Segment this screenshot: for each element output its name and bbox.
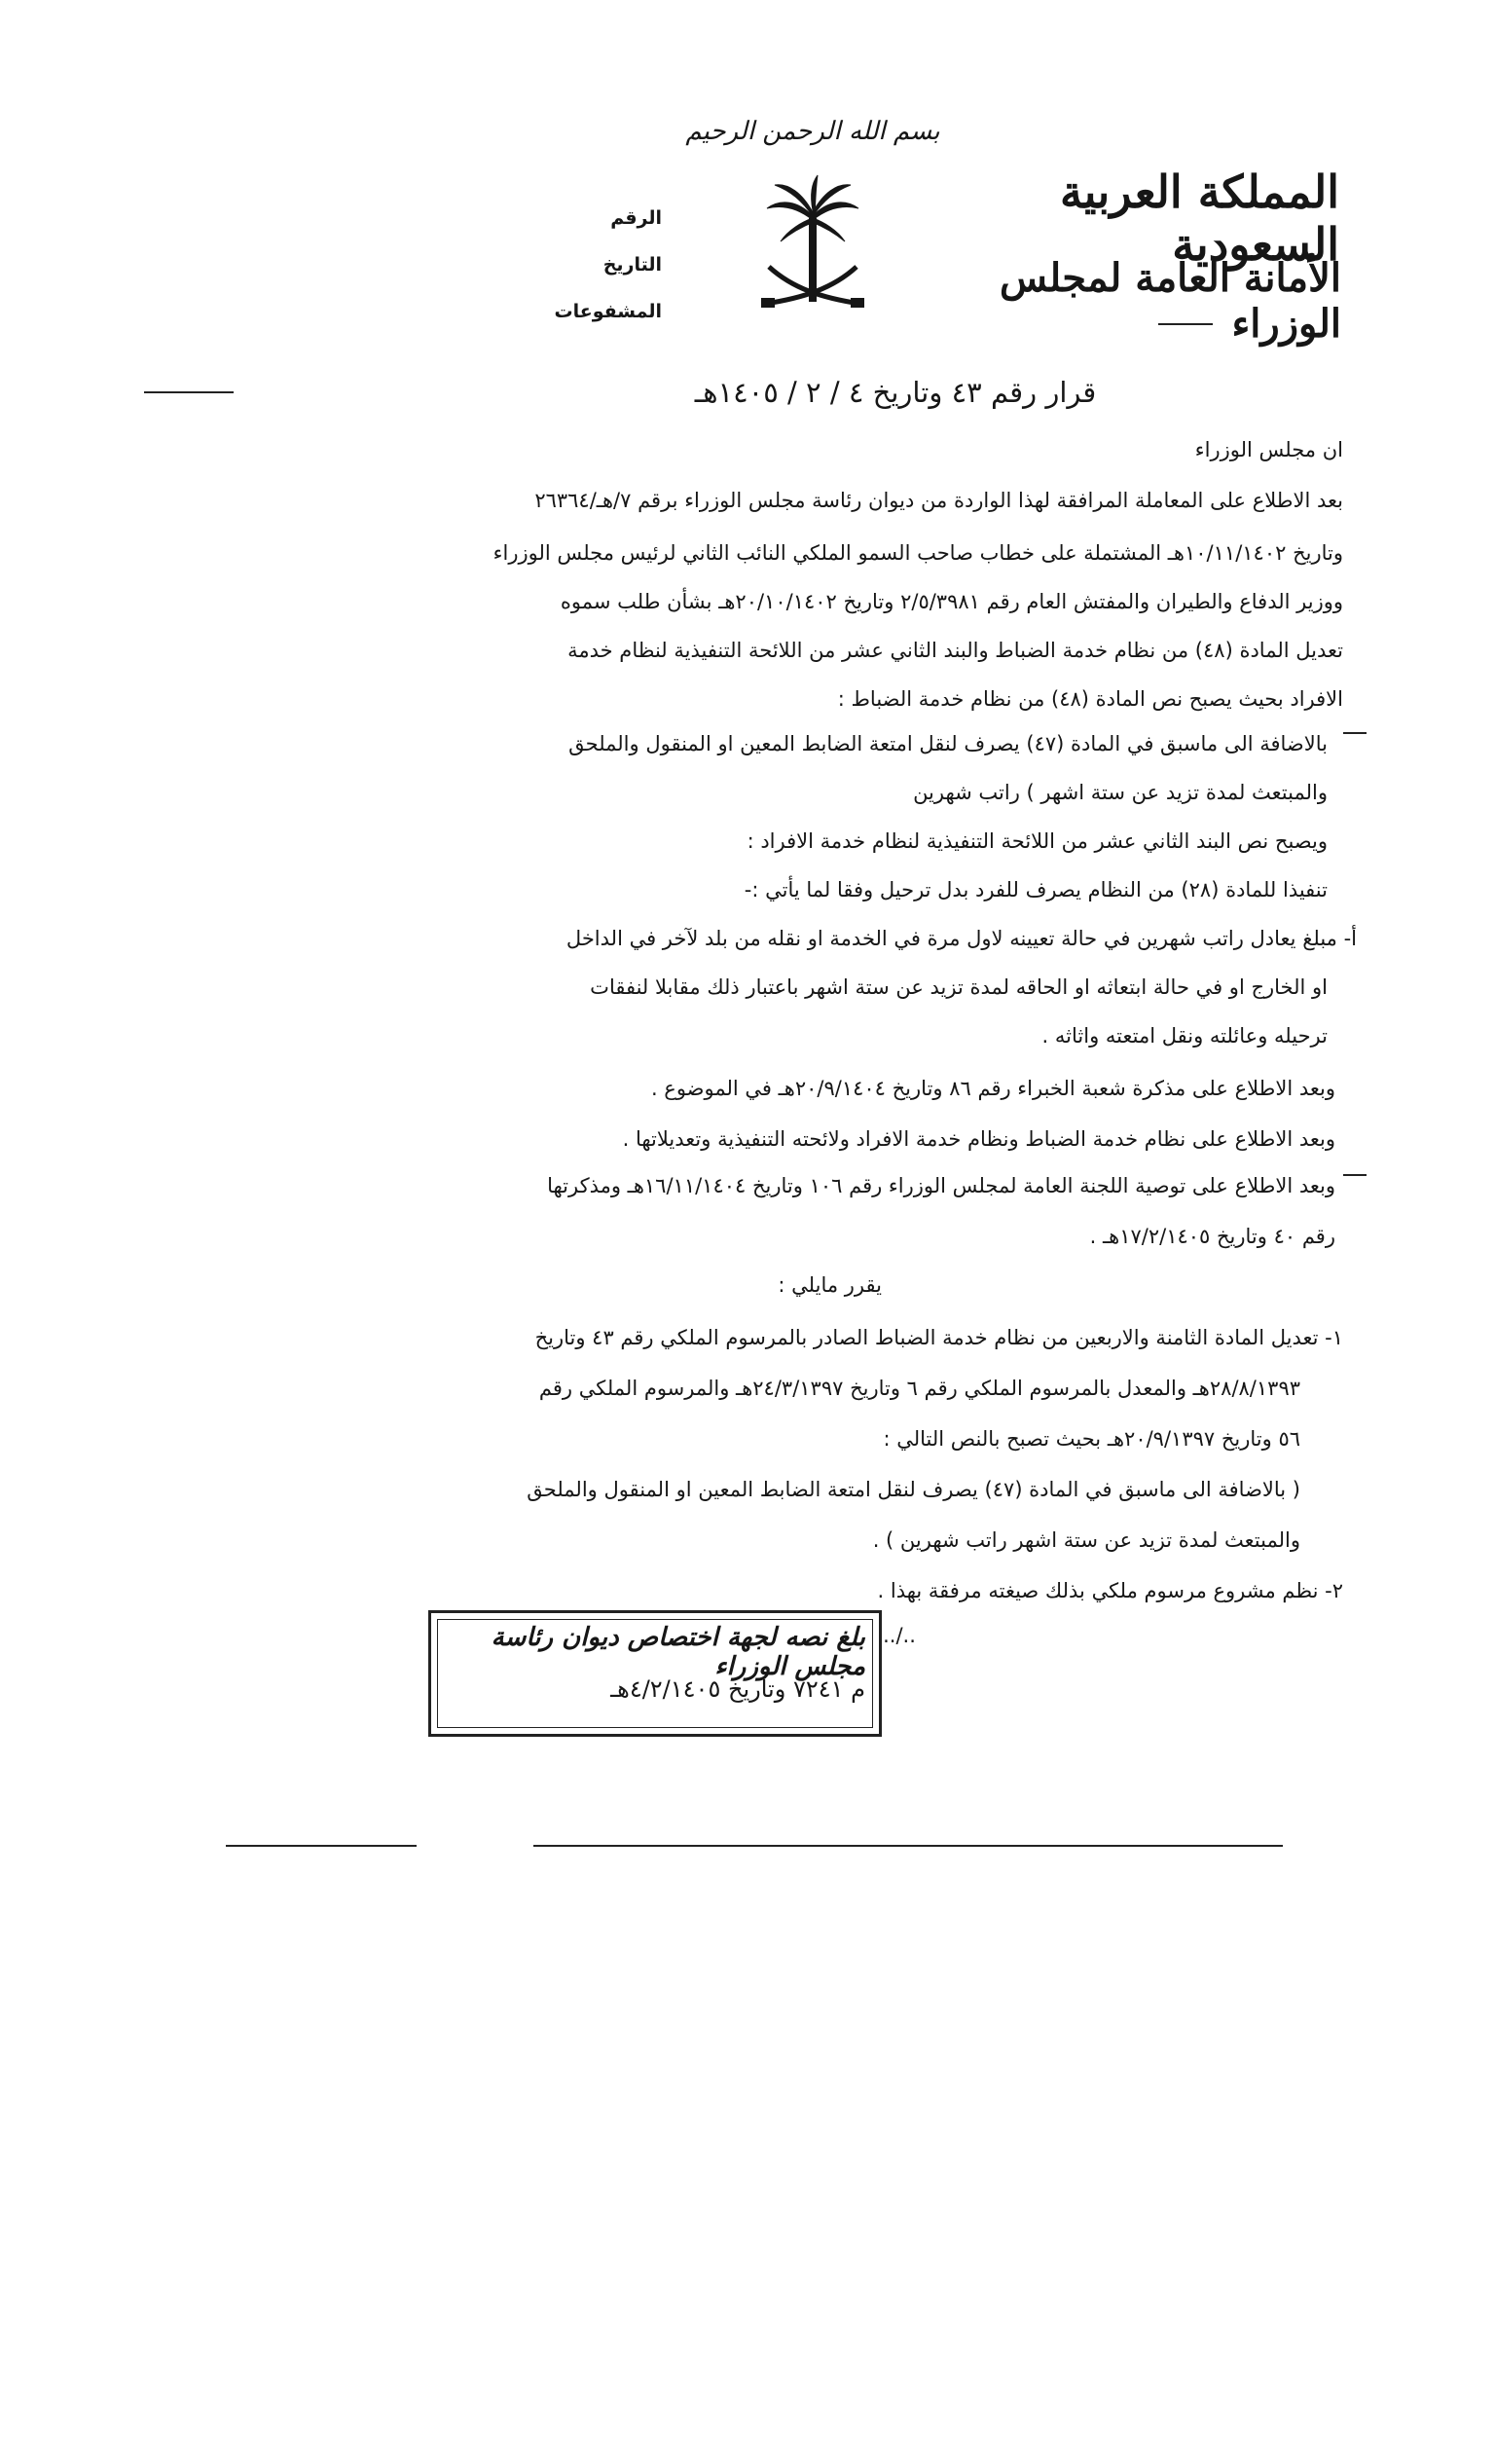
reference-date-label: التاريخ: [602, 254, 662, 276]
body-line: ٢- نظم مشروع مرسوم ملكي بذلك صيغته مرفقة بهذا .: [877, 1579, 1343, 1602]
body-line: بالاضافة الى ماسبق في المادة (٤٧) يصرف لنقل امتعة الضابط المعين او المنقول والملحق: [568, 732, 1328, 755]
body-line: والمبتعث لمدة تزيد عن ستة اشهر راتب شهرين ) .: [872, 1528, 1300, 1552]
body-line: الافراد بحيث يصبح نص المادة (٤٨) من نظام خدمة الضباط :: [837, 687, 1343, 711]
saudi-palm-swords-emblem-icon: [759, 173, 866, 319]
body-line: والمبتعث لمدة تزيد عن ستة اشهر ) راتب شهرين: [913, 781, 1328, 804]
body-line: وبعد الاطلاع على نظام خدمة الضباط ونظام خدمة الافراد ولائحته التنفيذية وتعديلاتها .: [622, 1127, 1335, 1151]
body-line: ان مجلس الوزراء: [1194, 438, 1343, 461]
resolution-heading: يقرر مايلي :: [778, 1273, 882, 1297]
stamp-text: بلغ نصه لجهة اختصاص ديوان رئاسة مجلس الوزراء: [491, 1623, 865, 1681]
decision-heading: قرار رقم ٤٣ وتاريخ ٤ / ٢ / ١٤٠٥هـ: [694, 376, 1097, 409]
header-divider: [1158, 323, 1213, 325]
body-line: وبعد الاطلاع على مذكرة شعبة الخبراء رقم ٨٦ وتاريخ ٢٠/٩/١٤٠٤هـ في الموضوع .: [650, 1077, 1335, 1100]
body-line: او الخارج او في حالة ابتعاثه او الحاقه لمدة تزيد عن ستة اشهر باعتبار ذلك مقابلا لنفقات: [590, 975, 1328, 999]
kingdom-title: المملكة العربية السعودية: [1059, 165, 1339, 271]
body-line: ووزير الدفاع والطيران والمفتش العام رقم ٢/٥/٣٩٨١ وتاريخ ٢٠/١٠/١٤٠٢هـ بشأن طلب سموه: [560, 590, 1343, 613]
body-line: ( بالاضافة الى ماسبق في المادة (٤٧) يصرف لنقل امتعة الضابط المعين او المنقول والملحق: [527, 1478, 1300, 1501]
footer-rule: [533, 1845, 1283, 1847]
continuation-marker: ../..: [883, 1624, 916, 1647]
attachments-label: المشفوعات: [554, 301, 662, 322]
body-line: وتاريخ ١٠/١١/١٤٠٢هـ المشتملة على خطاب صاحب السمو الملكي النائب الثاني لرئيس مجلس الوزراء: [492, 541, 1343, 565]
body-line: تعديل المادة (٤٨) من نظام خدمة الضباط والبند الثاني عشر من اللائحة التنفيذية لنظام خدمة: [567, 639, 1343, 662]
body-line: ١- تعديل المادة الثامنة والاربعين من نظام خدمة الضباط الصادر بالمرسوم الملكي رقم ٤٣ وتاريخ: [534, 1326, 1343, 1349]
reference-labels: [545, 195, 662, 335]
footer-rule: [226, 1845, 417, 1847]
margin-mark: [144, 391, 234, 393]
reference-number-label: الرقم: [610, 207, 662, 229]
margin-mark: [1343, 1174, 1367, 1176]
body-line: بعد الاطلاع على المعاملة المرافقة لهذا الواردة من ديوان رئاسة مجلس الوزراء برقم ٧/هـ/٢٦٣٦٤: [534, 489, 1343, 512]
body-line: ويصبح نص البند الثاني عشر من اللائحة التنفيذية لنظام خدمة الافراد :: [747, 829, 1328, 853]
margin-mark: [1343, 732, 1367, 734]
body-line: تنفيذا للمادة (٢٨) من النظام يصرف للفرد بدل ترحيل وفقا لما يأتي :-: [744, 878, 1328, 901]
body-line: ٥٦ وتاريخ ٢٠/٩/١٣٩٧هـ بحيث تصبح بالنص التالي :: [883, 1427, 1300, 1451]
body-line: وبعد الاطلاع على توصية اللجنة العامة لمجلس الوزراء رقم ١٠٦ وتاريخ ١٦/١١/١٤٠٤هـ ومذكرتها: [547, 1174, 1335, 1197]
secretariat-title: الأمانة العامة لمجلس الوزراء: [1000, 255, 1341, 347]
body-line: ٢٨/٨/١٣٩٣هـ والمعدل بالمرسوم الملكي رقم ٦ وتاريخ ٢٤/٣/١٣٩٧هـ والمرسوم الملكي رقم: [538, 1377, 1300, 1400]
dispatch-stamp: [428, 1610, 882, 1737]
basmala: بسم الله الرحمن الرحيم: [685, 117, 940, 146]
body-line: رقم ٤٠ وتاريخ ١٧/٢/١٤٠٥هـ .: [1089, 1225, 1335, 1248]
body-line: أ- مبلغ يعادل راتب شهرين في حالة تعيينه لاول مرة في الخدمة او نقله من بلد لآخر في الداخل: [565, 927, 1357, 950]
stamp-reference: م ٧٢٤١ وتاريخ ٤/٢/١٤٠٥هـ: [610, 1675, 865, 1703]
body-line: ترحيله وعائلته ونقل امتعته واثاثه .: [1041, 1024, 1328, 1048]
